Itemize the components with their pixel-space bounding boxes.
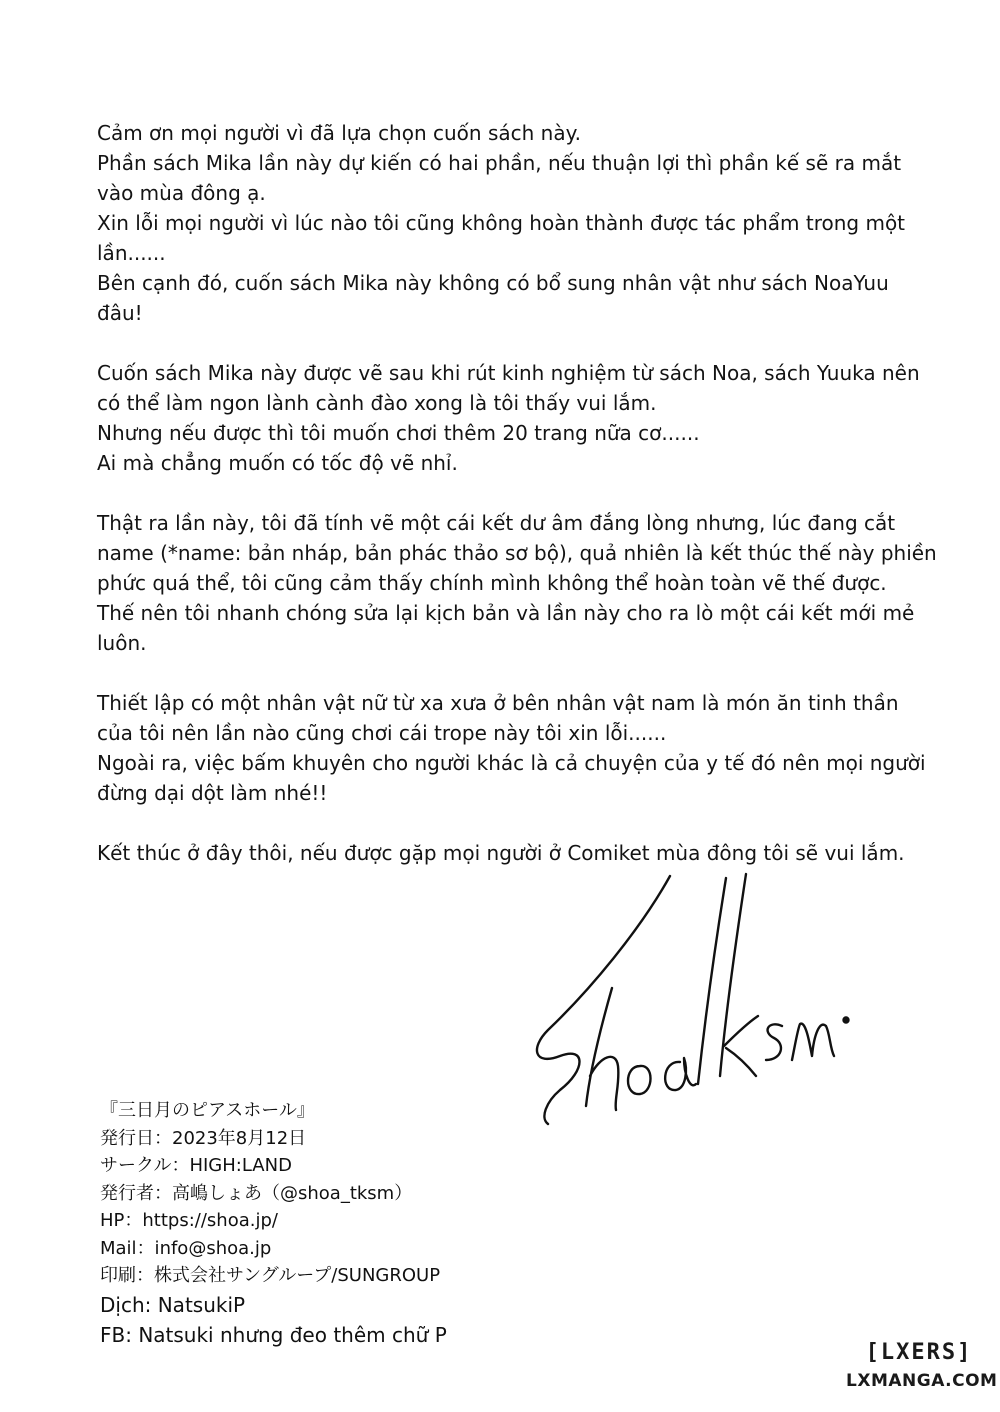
facebook-credit: FB: Natsuki nhưng đeo thêm chữ P [100, 1322, 447, 1347]
watermark-site-name: LXMANGA.COM [846, 1371, 998, 1391]
watermark-group-name: [LXERS] [865, 1340, 973, 1365]
afterword-line: Phần sách Mika lần này dự kiến có hai phần, nếu thuận lợi thì phần kế sẽ ra mắt vào mùa đông ạ. [97, 151, 902, 205]
afterword-paragraph-4 [97, 688, 937, 808]
afterword-line: Ai mà chẳng muốn có tốc độ vẽ nhỉ. [97, 451, 458, 475]
colophon [100, 1097, 447, 1350]
signature-stroke-o [628, 1066, 651, 1094]
afterword-text [97, 118, 937, 898]
afterword-line: Thiết lập có một nhân vật nữ từ xa xưa ở bên nhân vật nam là món ăn tinh thần của tôi nên lần nào cũng chơi cái trope này tôi xin lỗi...... [97, 691, 899, 745]
afterword-line: Cảm ơn mọi người vì đã lựa chọn cuốn sách này. [97, 121, 581, 145]
colophon-homepage: HP：https://shoa.jp/ [100, 1210, 278, 1231]
afterword-line: Bên cạnh đó, cuốn sách Mika này không có bổ sung nhân vật như sách NoaYuu đâu! [97, 271, 889, 325]
afterword-line: Thật ra lần này, tôi đã tính vẽ một cái kết dư âm đắng lòng nhưng, lúc đang cắt name (*name: bản nháp, bản phác thảo sơ bộ), quả nhiên là kết thúc thế này phiền phức quá thể, tôi cũng cảm thấy chính mình không thể hoàn toàn vẽ thế được. [97, 511, 937, 595]
signature-stroke-s2 [766, 1024, 782, 1060]
afterword-paragraph-3 [97, 508, 937, 658]
signature-stroke-m [792, 1024, 834, 1060]
afterword-line: Thế nên tôi nhanh chóng sửa lại kịch bản và lần này cho ra lò một cái kết mới mẻ luôn. [97, 601, 915, 655]
afterword-paragraph-5 [97, 838, 937, 868]
signature-stroke-a [665, 1058, 696, 1090]
colophon-date: 発行日：2023年8月12日 [100, 1127, 307, 1149]
afterword-paragraph-1 [97, 118, 937, 328]
afterword-line: Ngoài ra, việc bấm khuyên cho người khác là cả chuyện của y tế đó nên mọi người đừng dại dột làm nhé!! [97, 751, 926, 805]
translator-credit: Dịch: NatsukiP [100, 1292, 246, 1317]
signature-stroke-k [720, 874, 758, 1076]
colophon-title: 『三日月のピアスホール』 [100, 1100, 315, 1121]
afterword-line: Nhưng nếu được thì tôi muốn chơi thêm 20 trang nữa cơ...... [97, 421, 700, 445]
colophon-mail: Mail：info@shoa.jp [100, 1237, 272, 1259]
afterword-line: Kết thúc ở đây thôi, nếu được gặp mọi người ở Comiket mùa đông tôi sẽ vui lắm. [97, 841, 905, 865]
afterword-line: Xin lỗi mọi người vì lúc nào tôi cũng không hoàn thành được tác phẩm trong một lần...... [97, 211, 906, 265]
colophon-circle: サークル：HIGH:LAND [100, 1155, 292, 1176]
colophon-printer: 印刷：株式会社サングループ/SUNGROUP [100, 1265, 441, 1286]
afterword-line: Cuốn sách Mika này được vẽ sau khi rút kinh nghiệm từ sách Noa, sách Yuuka nên có thể làm ngon lành cành đào xong là tôi thấy vui lắm. [97, 361, 920, 415]
colophon-publisher: 発行者：高嶋しょあ（@shoa_tksm） [100, 1182, 413, 1204]
signature-stroke-h [586, 988, 618, 1110]
signature-dot [844, 1018, 849, 1023]
afterword-paragraph-2 [97, 358, 937, 478]
author-signature [520, 870, 860, 1130]
site-watermark [846, 1338, 998, 1400]
